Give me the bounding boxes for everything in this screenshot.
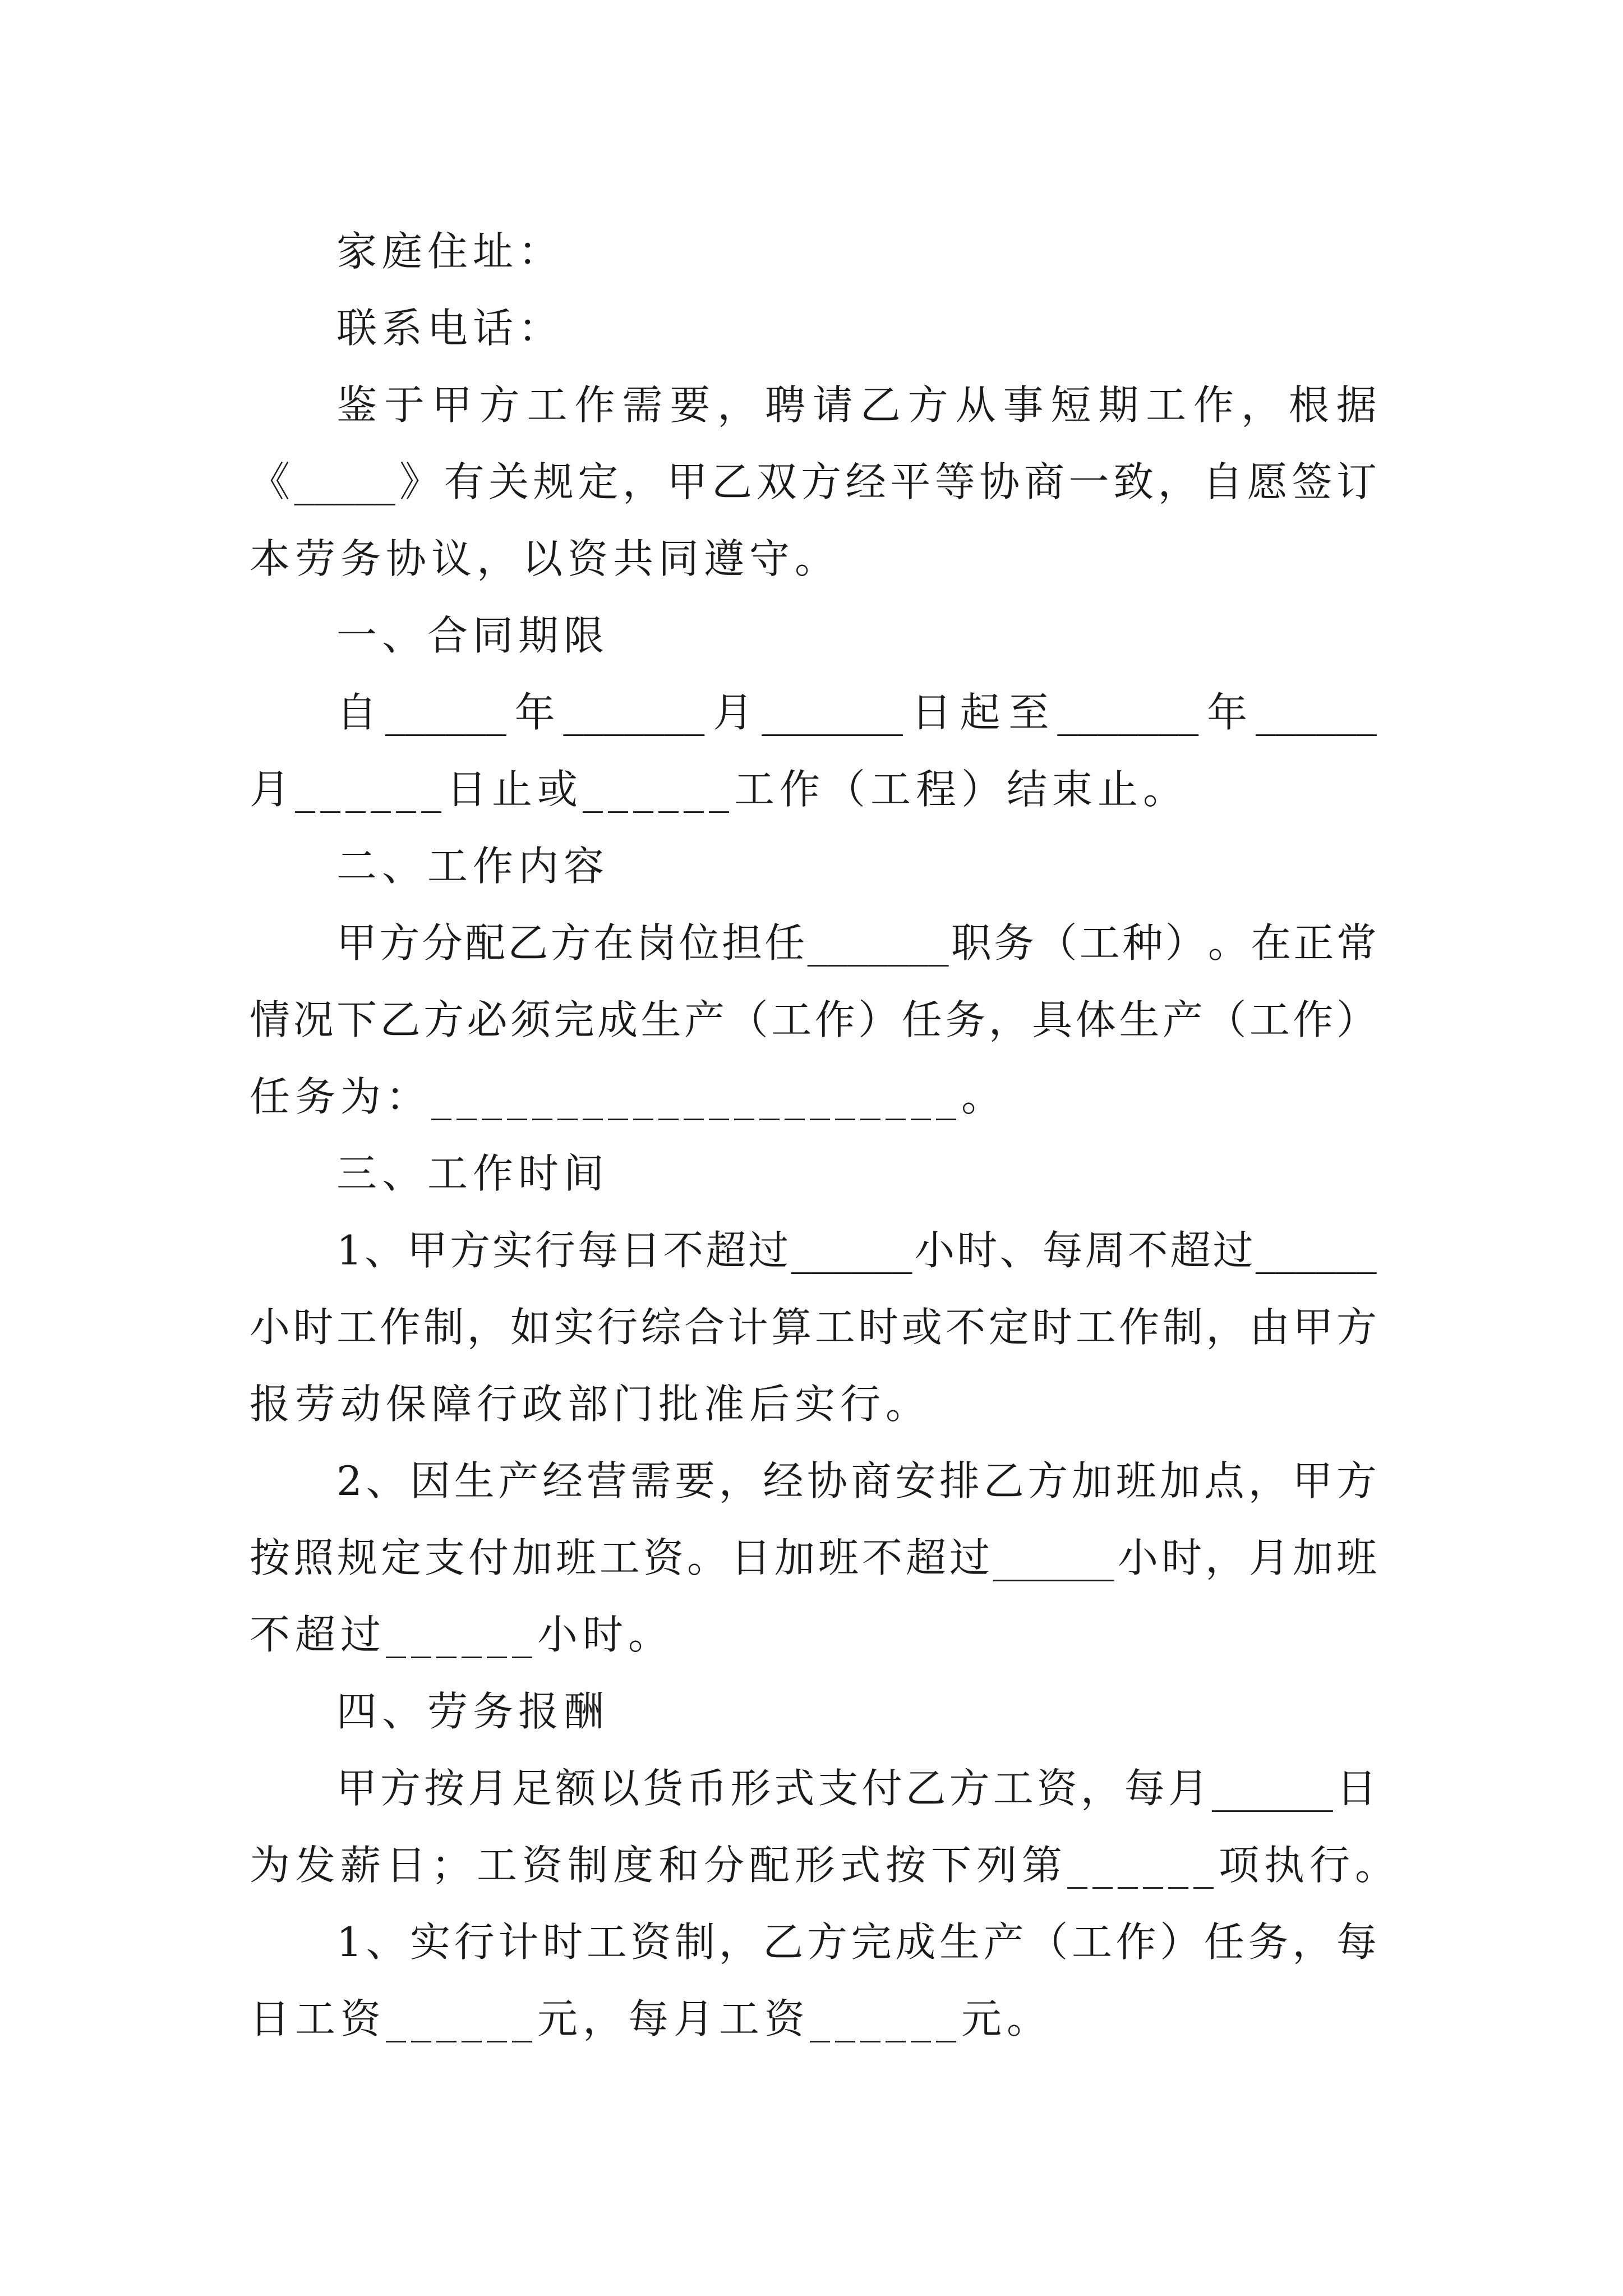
document-line-sec3-p1-line1: 1 、 甲 方 实 行 每 日 不 超 过 ______ 小 时 、 每 周 不 超 过 ______ — [336, 1227, 1377, 1274]
document-line-sec4-line2: 为发薪日；工资制度和分配形式按下列第______项执行。 — [250, 1842, 1401, 1889]
document-line-intro-3: 本劳务协议，以资共同遵守。 — [250, 535, 841, 582]
document-line-sec4-line1: 甲 方 按 月 足 额 以 货 币 形 式 支 付 乙 方 工 资 ， 每 月 ______ 日 — [336, 1765, 1377, 1812]
document-line-intro-1: 鉴 于 甲 方 工 作 需 要 ， 聘 请 乙 方 从 事 短 期 工 作 ， 根 据 — [336, 381, 1377, 429]
document-line-phone: 联系电话： — [336, 305, 564, 352]
document-line-sec2-heading: 二、工作内容 — [336, 843, 610, 890]
document-line-sec2-line1: 甲 方 分 配 乙 方 在 岗 位 担 任 _______ 职 务 （ 工 种 ） 。 在 正 常 — [336, 919, 1377, 967]
document-line-sec2-line2: 情 况 下 乙 方 必 须 完 成 生 产 （ 工 作 ） 任 务 ， 具 体 生 产 （ 工 作 ） — [250, 996, 1377, 1043]
document-line-sec3-heading: 三、工作时间 — [336, 1150, 610, 1197]
document-line-sec4-heading: 四、劳务报酬 — [336, 1688, 610, 1735]
document-line-sec1-line2: 月______日止或______工作（工程）结束止。 — [250, 766, 1189, 813]
document-body — [250, 213, 1401, 2058]
document-line-address: 家庭住址： — [336, 228, 564, 275]
document-line-sec1-heading: 一、合同期限 — [336, 612, 610, 659]
document-line-sec4-p1-line1: 1 、 实 行 计 时 工 资 制 ， 乙 方 完 成 生 产 （ 工 作 ） 任 务 ， 每 — [336, 1918, 1377, 1966]
document-line-sec3-p1-line3: 报劳动保障行政部门批准后实行。 — [250, 1381, 932, 1428]
document-line-sec3-p2-line2: 按 照 规 定 支 付 加 班 工 资 。 日 加 班 不 超 过 ______ 小 时 ， 月 加 班 — [250, 1534, 1377, 1581]
document-line-sec3-p1-line2: 小 时 工 作 制 ， 如 实 行 综 合 计 算 工 时 或 不 定 时 工 作 制 ， 由 甲 方 — [250, 1304, 1377, 1351]
document-line-sec3-p2-line1: 2 、 因 生 产 经 营 需 要 ， 经 协 商 安 排 乙 方 加 班 加 点 ， 甲 方 — [336, 1457, 1377, 1504]
document-line-sec3-p2-line3: 不超过______小时。 — [250, 1611, 674, 1658]
document-line-sec4-p1-line2: 日工资______元，每月工资______元。 — [250, 1995, 1053, 2042]
document-line-sec2-line3: 任务为：_____________________。 — [250, 1073, 1007, 1120]
document-line-sec1-line1: 自 ______ 年 _______ 月 _______ 日 起 至 _______ 年 ______ — [336, 689, 1377, 736]
document-line-intro-2: 《 _____ 》 有 关 规 定 ， 甲 乙 双 方 经 平 等 协 商 一 致 ， 自 愿 签 订 — [250, 458, 1377, 505]
